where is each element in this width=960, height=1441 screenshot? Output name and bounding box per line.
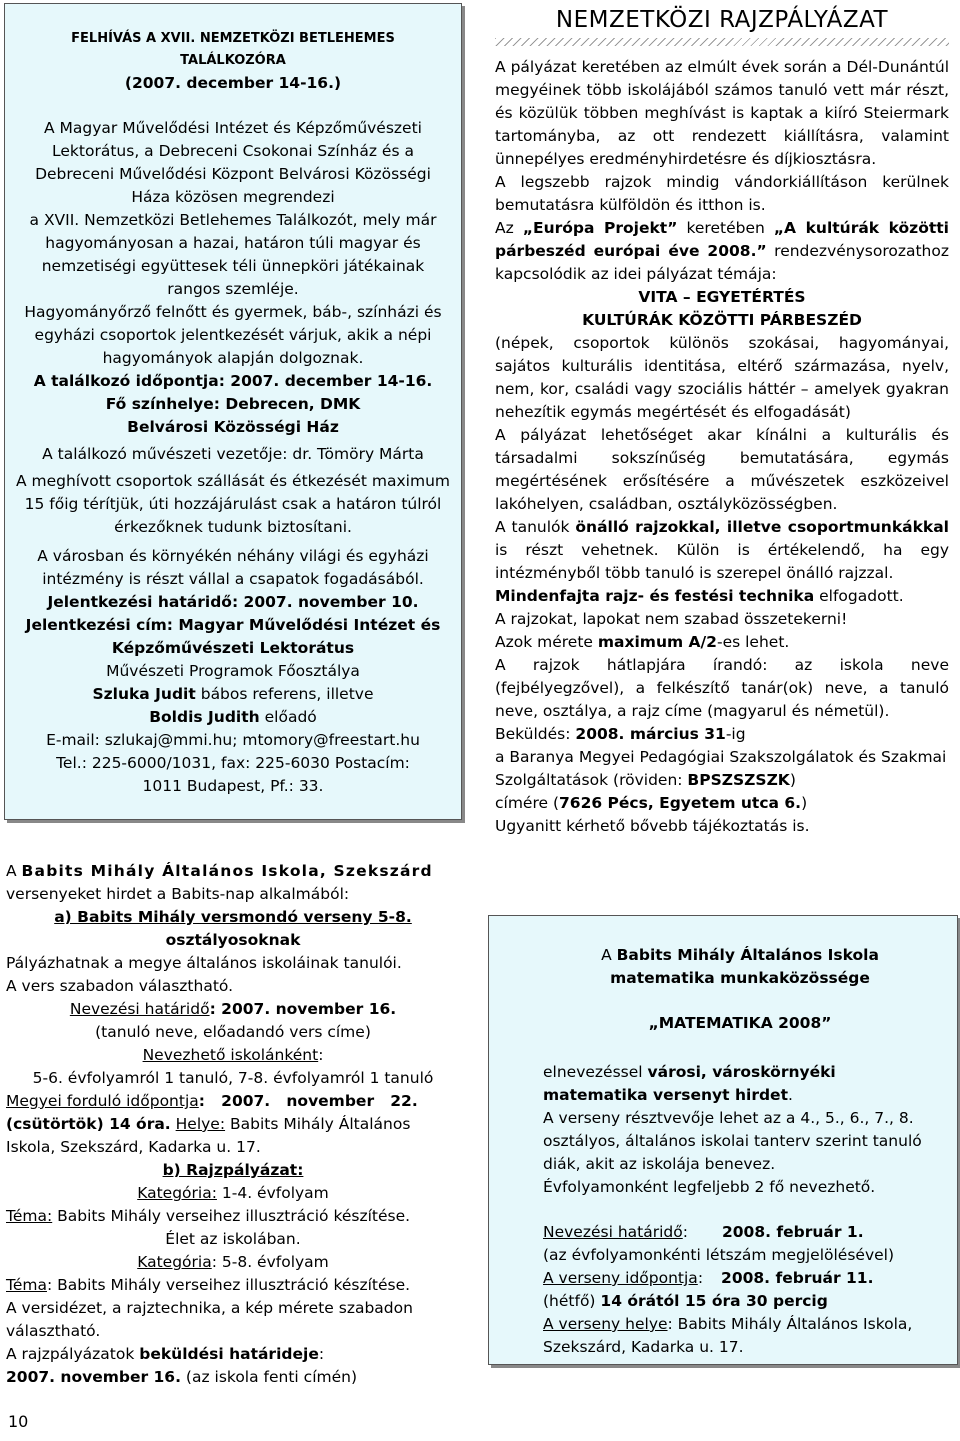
notice-venue: Fő színhelye: Debrecen, DMK Belvárosi Közösségi Ház [105, 395, 361, 436]
drawing-p8: A rajzokat, lapokat nem szabad összetekerni! [495, 610, 848, 628]
betlehemes-notice-box [4, 3, 462, 820]
drawing-theme2: KULTÚRÁK KÖZÖTTI PÁRBESZÉD [582, 311, 862, 329]
math-place: A verseny helye: Babits Mihály Általános Iskola, Szekszárd, Kadarka u. 17. [543, 1315, 913, 1356]
notice-institutions: A városban és környékén néhány világi és egyházi intézmény is részt vállal a csapatok fogadásából. [37, 547, 429, 588]
drawing-competition [495, 6, 949, 838]
math-date: A verseny időpontja: 2008. február 11. [543, 1269, 874, 1287]
page-number: 10 [8, 1412, 29, 1431]
drawing-p9: Azok mérete maximum A/2-es lehet. [495, 633, 790, 651]
notice-intro2: a XVII. Nemzetközi Betlehemes Találkozót, mely már hagyományosan a hazai, határon túli magyar és nemzetiségi együttesek téli ünnepköri játékainak rangos szemléje. [29, 211, 437, 298]
notice-phone: Tel.: 225-6000/1031, fax: 225-6030 Postacím: 1011 Budapest, Pf.: 33. [56, 754, 410, 795]
notice-dept: Művészeti Programok Főosztálya [106, 662, 360, 680]
math-name: „MATEMATIKA 2008” [648, 1014, 832, 1032]
babits-cat2: Kategória: 5-8. évfolyam [137, 1253, 329, 1271]
math-deadline-note: (az évfolyamonkénti létszám megjelölésével) [543, 1246, 895, 1264]
drawing-p10: A rajzok hátlapjára írandó: az iskola neve (fejbélyegzővel), a felkészítő tanár(ok) neve, a tanuló neve, osztálya, a rajz címe (magyarul és németül). [495, 656, 949, 720]
babits-quota: 5-6. évfolyamról 1 tanuló, 7-8. évfolyamról 1 tanuló [32, 1069, 434, 1087]
babits-b-title: b) Rajzpályázat: [162, 1161, 304, 1179]
notice-contact2: Boldis Judith előadó [149, 708, 317, 726]
drawing-p13: címére (7626 Pécs, Egyetem utca 6.) [495, 794, 808, 812]
notice-deadline: Jelentkezési határidő: 2007. november 10. [47, 593, 419, 611]
title-divider [495, 38, 949, 46]
drawing-p12: a Baranya Megyei Pedagógiai Szakszolgálatok és Szakmai Szolgáltatások (röviden: BPSZSZSZK) [495, 748, 947, 789]
notice-title: FELHÍVÁS A XVII. NEMZETKÖZI BETLEHEMES TALÁLKOZÓRA [71, 31, 395, 68]
babits-theme1: Téma: Babits Mihály verseihez illusztráció készítése. [6, 1207, 411, 1225]
babits-a-title2: osztályosoknak [165, 931, 301, 949]
drawing-p1: A pályázat keretében az elmúlt évek során a Dél-Dunántúl megyéinek több iskolájából számos tanuló vett már részt, és közülük többen meghívást is kaptak a kiíró Steiermark tartományba, az ott rendezett kiállításra, valamint ünnepélyes eredményhirdetésre és díjkiosztásra. [495, 58, 949, 168]
math-p3: Évfolyamonként legfeljebb 2 fő nevezhető. [543, 1178, 876, 1196]
babits-poem: A vers szabadon választható. [6, 977, 234, 995]
drawing-p2: A legszebb rajzok mindig vándorkiállításon kerülnek bemutatásra külföldön és itthon is. [495, 173, 949, 214]
drawing-p7: Mindenfajta rajz- és festési technika elfogadott. [495, 587, 904, 605]
babits-deadline-note: (tanuló neve, előadandó vers címe) [95, 1023, 371, 1041]
babits-theme1-extra: Élet az iskolában. [165, 1230, 301, 1248]
math-heading: A Babits Mihály Általános Iskola [601, 946, 879, 964]
babits-intro: versenyeket hirdet a Babits-nap alkalmából: [6, 885, 350, 903]
notice-date: A találkozó időpontja: 2007. december 14-16. [33, 372, 433, 390]
math-date-time: (hétfő) 14 órától 15 óra 30 percig [543, 1292, 828, 1310]
babits-county-time: (csütörtök) 14 óra. Helye: Babits Mihály Általános Iskola, Szekszárd, Kadarka u. 17. [6, 1115, 411, 1156]
drawing-p5: A pályázat lehetőséget akar kínálni a kulturális és társadalmi sokszínűség bemutatására, egymás megértésének erősítésére a művészetek eszközeivel lakóhelyen, családban, osztályközösségben. [495, 426, 949, 513]
drawing-p11: Beküldés: 2008. március 31-ig [495, 725, 746, 743]
babits-theme2: Téma: Babits Mihály verseihez illusztráció készítése. [6, 1276, 411, 1294]
math-p2: A verseny résztvevője lehet az a 4., 5., 6., 7., 8. osztályos, általános iskolai tanterv szerint tanuló diák, akit az iskolája benevez. [543, 1109, 922, 1173]
babits-heading: A Babits Mihály Általános Iskola, Szekszárd [6, 862, 433, 880]
babits-deadline: Nevezési határidő: 2007. november 16. [69, 1000, 397, 1018]
babits-free: A versidézet, a rajztechnika, a kép mérete szabadon választható. [6, 1299, 413, 1340]
math-competition-box [488, 915, 958, 1365]
babits-county: Megyei forduló időpontja: 2007. november 22. [6, 1092, 418, 1110]
notice-director: A találkozó művészeti vezetője: dr. Tömöry Márta [42, 445, 424, 463]
math-heading2: matematika munkaközössége [610, 969, 870, 987]
math-deadline: Nevezési határidő: 2008. február 1. [543, 1223, 864, 1241]
babits-quota-label: Nevezhető iskolánként: [142, 1046, 324, 1064]
babits-send-date: 2007. november 16. (az iskola fenti címén) [6, 1368, 358, 1386]
babits-competition [6, 860, 460, 1389]
babits-cat1: Kategória: 1-4. évfolyam [137, 1184, 329, 1202]
notice-contact1: Szluka Judit bábos referens, illetve [92, 685, 374, 703]
drawing-p14: Ugyanitt kérhető bővebb tájékoztatás is. [495, 817, 810, 835]
notice-accommodation: A meghívott csoportok szállását és étkezését maximum 15 főig térítjük, úti hozzájárulást csak a határon túlról érkezőknek tudunk biztosítani. [15, 472, 450, 536]
notice-email: E-mail: szlukaj@mmi.hu; mtomory@freestart.hu [46, 731, 420, 749]
babits-a-title: a) Babits Mihály versmondó verseny 5-8. [54, 908, 412, 926]
babits-send: A rajzpályázatok beküldési határideje: [6, 1345, 325, 1363]
drawing-title: NEMZETKÖZI RAJZPÁLYÁZAT [555, 7, 889, 33]
drawing-p4: (népek, csoportok különös szokásai, hagyományai, sajátos kulturális identitása, eltérő származása, nyelv, nem, kor, családi vagy szociális háttér – amelyek gyakran nehezítik egymás megértését és elfogadását) [495, 334, 949, 421]
drawing-theme1: VITA – EGYETÉRTÉS [638, 288, 806, 306]
babits-apply: Pályázhatnak a megye általános iskoláinak tanulói. [6, 954, 402, 972]
notice-dates: (2007. december 14-16.) [124, 74, 342, 92]
drawing-p6: A tanulók önálló rajzokkal, illetve csoportmunkákkal is részt vehetnek. Külön is értékelendő, ha egy intézményből több tanuló is szerepel önálló rajzzal. [495, 518, 949, 582]
drawing-p3: Az „Európa Projekt” keretében „A kultúrák közötti párbeszéd európai éve 2008.” rendezvénysorozathoz kapcsolódik az idei pályázat témája: [495, 219, 950, 283]
math-p1: elnevezéssel városi, városkörnyéki matematika versenyt hirdet. [543, 1063, 836, 1104]
notice-groups: Hagyományőrző felnőtt és gyermek, báb-, színházi és egyházi csoportok jelentkezését várjuk, akik a népi hagyományok alapján dolgoznak. [24, 303, 442, 367]
notice-address: Jelentkezési cím: Magyar Művelődési Intézet és Képzőművészeti Lektorátus [25, 616, 441, 657]
notice-intro: A Magyar Művelődési Intézet és Képzőművészeti Lektorátus, a Debreceni Csokonai Színház és a Debreceni Művelődési Központ Belvárosi Közösségi Háza közösen megrendezi [35, 119, 431, 206]
